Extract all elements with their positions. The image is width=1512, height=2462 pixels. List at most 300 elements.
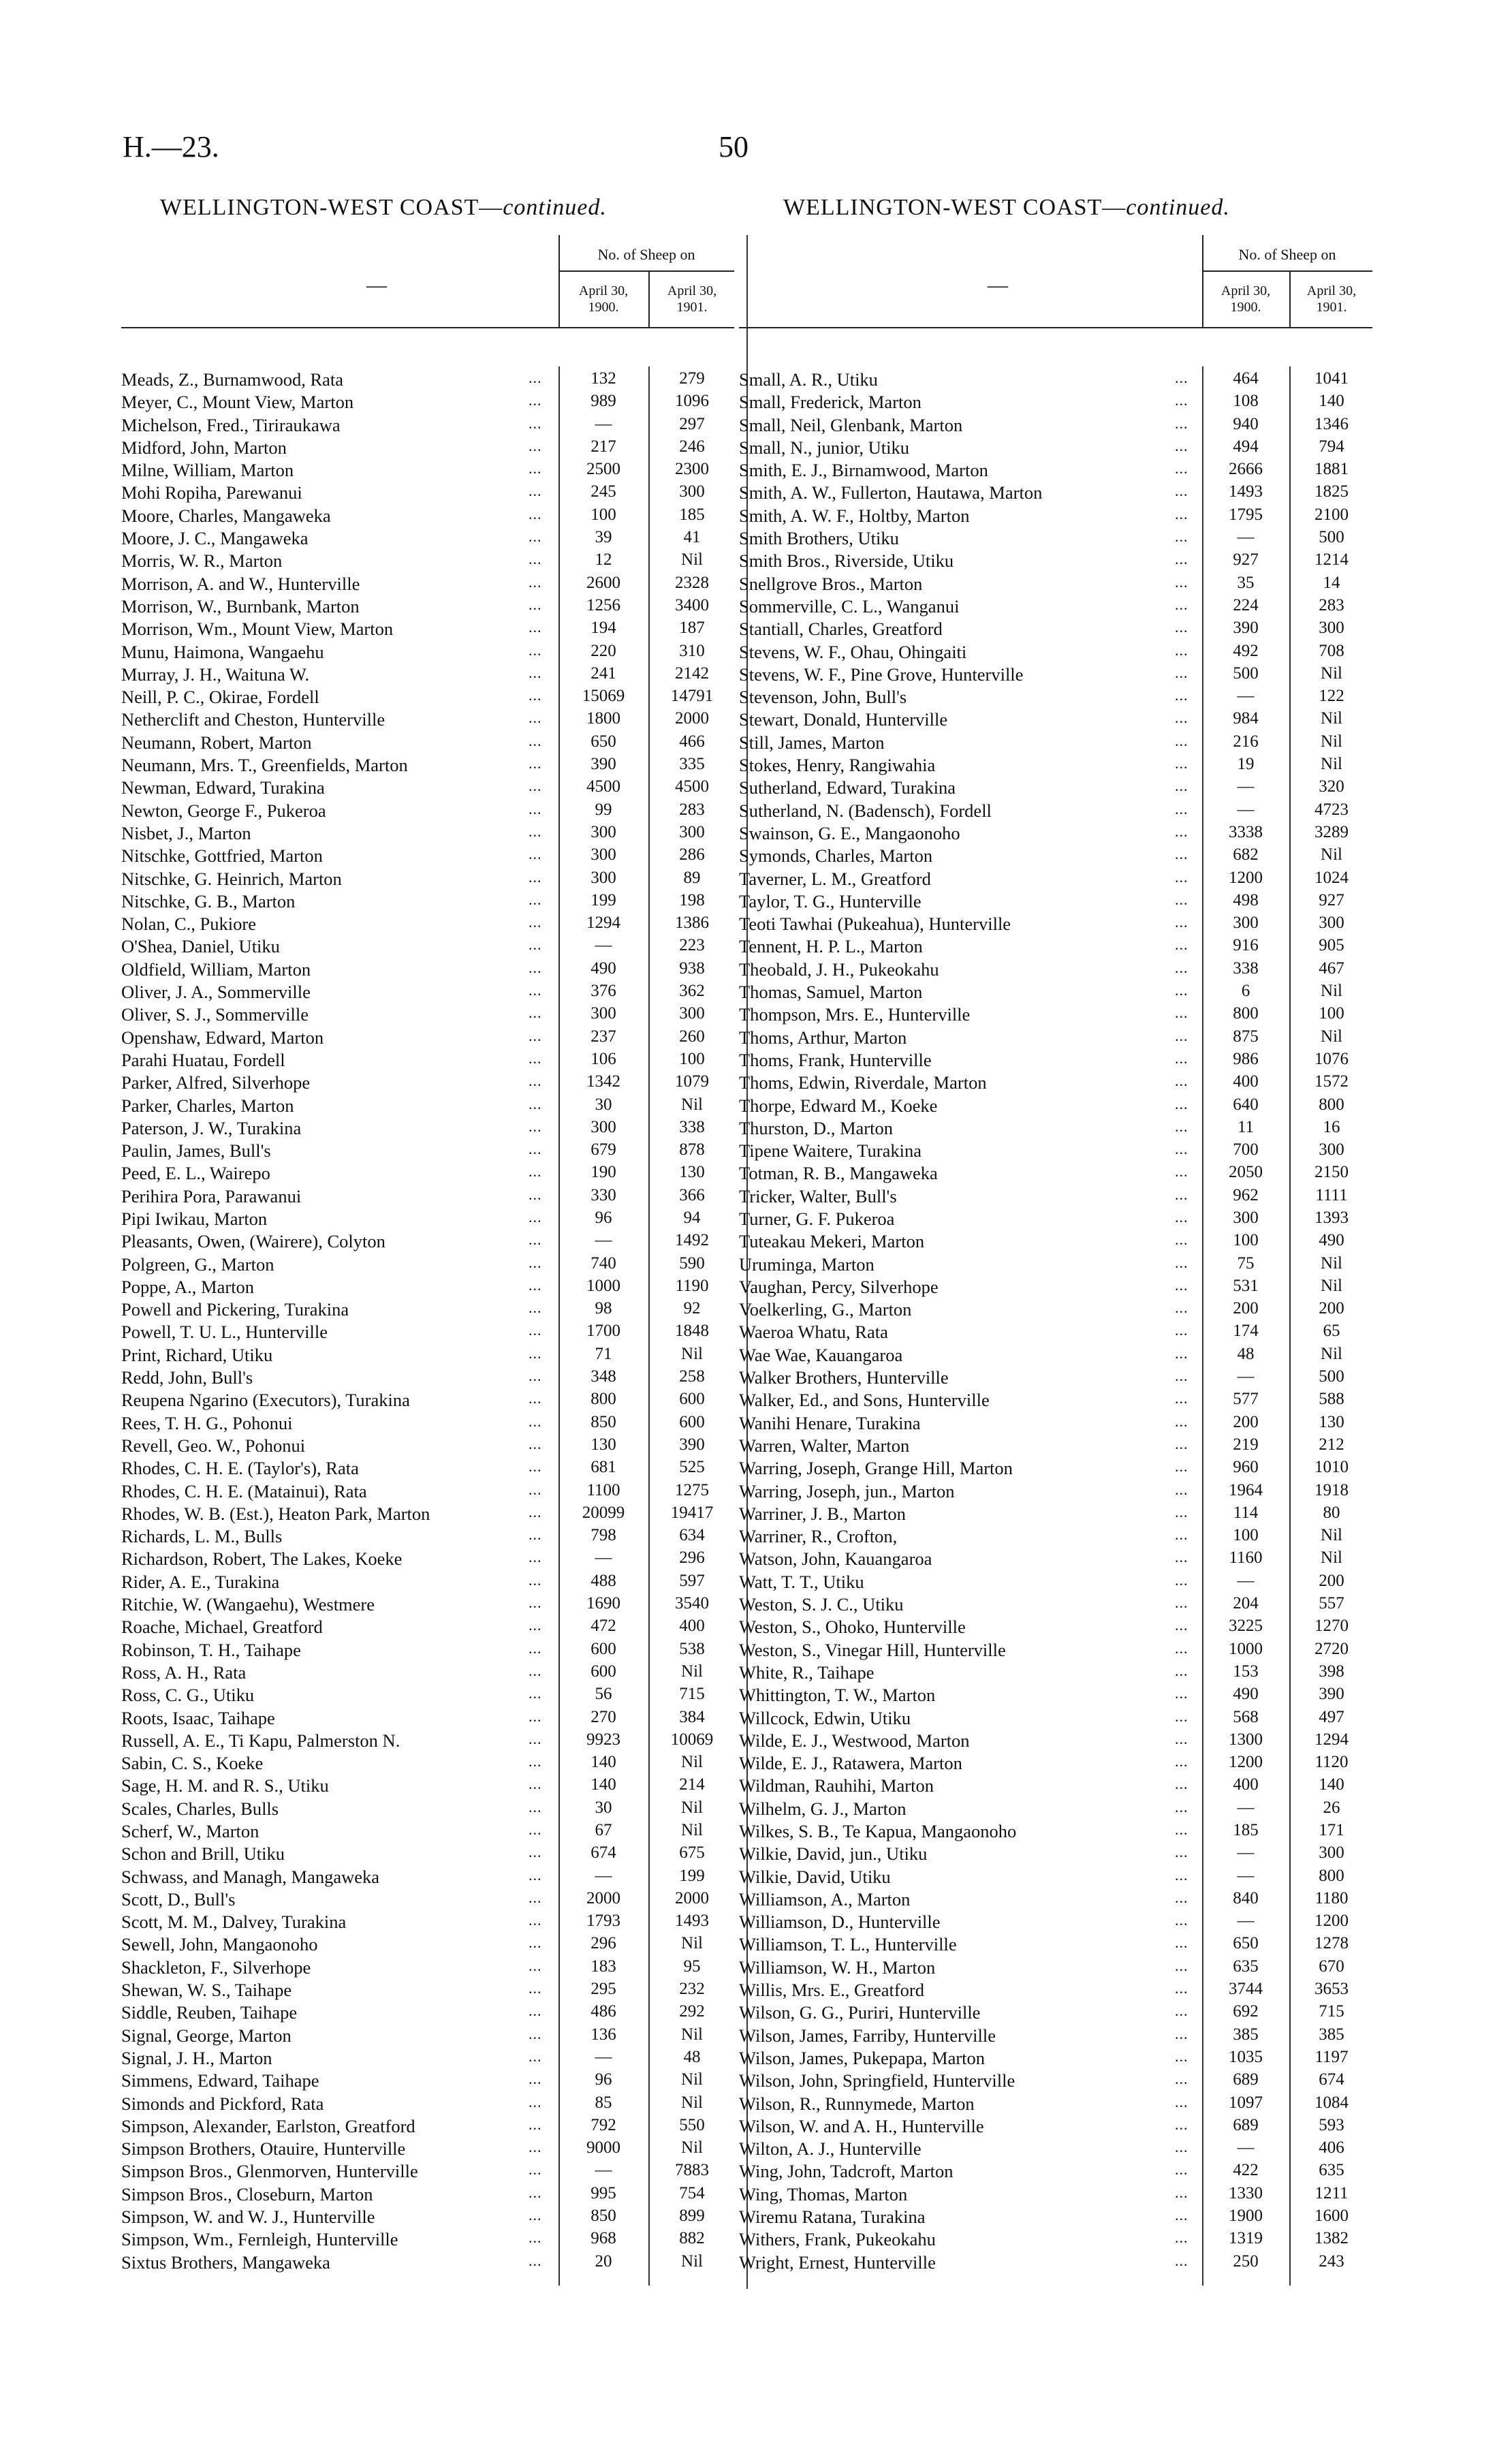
sheep-1901: 283 (1319, 595, 1344, 614)
owner-name: Rhodes, C. H. E. (Matainui), Rata (121, 1480, 367, 1501)
sheep-1900: 300 (1233, 914, 1259, 933)
sheep-1900: 204 (1233, 1594, 1259, 1613)
owner-name: Sommerville, C. L., Wanganui (739, 595, 960, 617)
table-row (739, 549, 1372, 572)
sheep-1901: 2328 (675, 573, 709, 592)
owner-name: Thomas, Samuel, Marton (739, 982, 923, 1003)
leader-dots: ... (529, 1185, 542, 1203)
sheep-1900: 927 (1233, 550, 1259, 570)
owner-name: Wing, John, Tadcroft, Marton (739, 2161, 954, 2182)
table-row (121, 2092, 734, 2115)
leader-dots: ... (1175, 1685, 1188, 1702)
table-row (739, 1412, 1372, 1434)
leader-dots: ... (1175, 1934, 1188, 1952)
owner-name: Turner, G. F. Pukeroa (739, 1208, 895, 1229)
sheep-1900: 300 (590, 822, 616, 841)
sheep-1901: 3653 (1314, 1980, 1349, 1999)
table-row (739, 2137, 1372, 2160)
owner-name: Mohi Ropiha, Parewanui (121, 482, 302, 503)
leader-dots: ... (1175, 2070, 1188, 2088)
table-row (739, 1275, 1372, 1298)
sheep-1900: 1097 (1229, 2093, 1263, 2112)
owner-name: Ritchie, W. (Wangaehu), Westmere (121, 1594, 375, 1615)
sheep-1900: 30 (595, 1798, 612, 1817)
leader-dots: ... (529, 1775, 542, 1793)
leader-dots: ... (529, 528, 542, 546)
leader-dots: ... (1175, 664, 1188, 681)
leader-dots: ... (529, 2115, 542, 2133)
leader-dots: ... (1175, 482, 1188, 500)
table-row (121, 776, 734, 798)
owner-name: Wilhelm, G. J., Marton (739, 1798, 907, 1819)
owner-name: Sixtus Brothers, Mangaweka (121, 2251, 330, 2273)
leader-dots: ... (529, 1117, 542, 1135)
sheep-1901: 198 (679, 890, 705, 909)
table-row (121, 1320, 734, 1343)
sheep-1900: 1300 (1229, 1730, 1263, 1749)
table-row (739, 1343, 1372, 1366)
sheep-1901: 593 (1319, 2115, 1344, 2134)
owner-name: Perihira Pora, Parawanui (121, 1185, 302, 1206)
sheep-1901: 3540 (675, 1594, 709, 1613)
owner-name: Murray, J. H., Waituna W. (121, 664, 310, 685)
table-row (121, 1388, 734, 1411)
leader-dots: ... (1175, 1253, 1188, 1271)
sheep-1900: 1700 (586, 1322, 620, 1341)
sheep-1901: Nil (1321, 1276, 1342, 1295)
sheep-1900: 300 (590, 845, 616, 864)
leader-dots: ... (1175, 550, 1188, 568)
sheep-1900: 100 (1233, 1526, 1259, 1545)
owner-name: Smith, A. W., Fullerton, Hautawa, Marton (739, 482, 1043, 503)
owner-name: Wilde, E. J., Westwood, Marton (739, 1730, 970, 1751)
leader-dots: ... (529, 1548, 542, 1566)
leader-dots: ... (529, 641, 542, 659)
leader-dots: ... (1175, 1390, 1188, 1407)
leader-dots: ... (529, 1503, 542, 1521)
table-row (739, 1525, 1372, 1547)
table-row (121, 1003, 734, 1025)
owner-name: Reupena Ngarino (Executors), Turakina (121, 1390, 410, 1411)
leader-dots: ... (529, 890, 542, 908)
leader-dots: ... (529, 1571, 542, 1589)
sheep-1901: 80 (1323, 1503, 1340, 1522)
sheep-1900: 237 (590, 1027, 616, 1046)
sheep-1900: — (595, 936, 612, 955)
sheep-1900: 488 (590, 1571, 616, 1590)
sheep-1900: 1319 (1229, 2229, 1263, 2248)
table-row (121, 2046, 734, 2069)
sheep-1901: Nil (681, 2025, 703, 2044)
sheep-1900: 185 (1233, 1821, 1259, 1839)
leader-dots: ... (1175, 1888, 1188, 1906)
owner-name: Taverner, L. M., Greatford (739, 868, 931, 889)
table-row (121, 753, 734, 776)
table-row (739, 1910, 1372, 1933)
table-row (121, 1253, 734, 1275)
owner-name: Paterson, J. W., Turakina (121, 1117, 302, 1138)
sheep-1901: 2000 (675, 709, 709, 728)
table-row (739, 1320, 1372, 1343)
sheep-1901: 1120 (1314, 1753, 1349, 1772)
table-row (121, 1683, 734, 1706)
owner-name: Simpson, Wm., Fernleigh, Hunterville (121, 2229, 398, 2250)
table-row (739, 1797, 1372, 1820)
sheep-1900: 692 (1233, 2002, 1259, 2021)
table-row (739, 436, 1372, 458)
owner-name: Wildman, Rauhihi, Marton (739, 1775, 934, 1796)
owner-name: Warring, Joseph, jun., Marton (739, 1480, 955, 1501)
table-row (121, 1026, 734, 1048)
sheep-1900: 174 (1233, 1322, 1259, 1341)
owner-name: Stevens, W. F., Ohau, Ohingaiti (739, 641, 967, 662)
leader-dots: ... (529, 414, 542, 432)
sheep-1901: 279 (679, 369, 705, 388)
sheep-1901: 634 (679, 1526, 705, 1545)
table-row (121, 2069, 734, 2091)
sheep-1901: 590 (679, 1253, 705, 1273)
left-rows (121, 368, 734, 2273)
leader-dots: ... (529, 369, 542, 386)
sheep-1900: — (595, 2161, 612, 2180)
sheep-1901: 296 (679, 1548, 705, 1568)
sheep-1901: 1096 (675, 392, 709, 411)
leader-dots: ... (1175, 1775, 1188, 1793)
sheep-1901: 185 (679, 505, 705, 524)
sheep-1900: 1100 (586, 1480, 620, 1499)
owner-name: Tennent, H. P. L., Marton (739, 936, 923, 957)
table-row (739, 390, 1372, 413)
table-row (121, 2115, 734, 2137)
sheep-1900: 792 (590, 2115, 616, 2134)
sheep-1900: 12 (595, 550, 612, 570)
sheep-1900: 9000 (586, 2138, 620, 2157)
table-row (121, 958, 734, 980)
leader-dots: ... (529, 1367, 542, 1385)
sheep-1901: 1111 (1315, 1185, 1348, 1204)
table-row (121, 527, 734, 549)
sheep-1901: Nil (681, 550, 703, 570)
leader-dots: ... (1175, 2002, 1188, 2020)
table-row (739, 753, 1372, 776)
owner-name: Print, Richard, Utiku (121, 1344, 273, 1365)
sheep-1901: 467 (1319, 959, 1344, 978)
leader-dots: ... (1175, 800, 1188, 817)
owner-name: Simmens, Edward, Taihape (121, 2070, 319, 2091)
sheep-1901: 362 (679, 982, 705, 1001)
sheep-1901: 1294 (1314, 1730, 1349, 1749)
owner-name: Small, A. R., Utiku (739, 369, 878, 390)
table-row (739, 1162, 1372, 1184)
table-row (121, 2205, 734, 2228)
leader-dots: ... (1175, 1957, 1188, 1974)
table-row (121, 1502, 734, 1525)
table-row (739, 368, 1372, 390)
owner-name: Shewan, W. S., Taihape (121, 1980, 292, 2001)
sheep-1900: — (1237, 528, 1255, 547)
leader-dots: ... (529, 1049, 542, 1067)
sheep-1900: 136 (590, 2025, 616, 2044)
owner-name: Voelkerling, G., Marton (739, 1299, 912, 1320)
leader-dots: ... (1175, 1821, 1188, 1838)
leader-dots: ... (1175, 392, 1188, 409)
table-row (739, 572, 1372, 595)
leader-dots: ... (1175, 709, 1188, 727)
leader-dots: ... (529, 845, 542, 863)
leader-dots: ... (529, 1027, 542, 1044)
leader-dots: ... (529, 1526, 542, 1544)
leader-dots: ... (1175, 1344, 1188, 1362)
table-row (739, 1388, 1372, 1411)
leader-dots: ... (529, 959, 542, 976)
owner-name: White, R., Taihape (739, 1662, 875, 1683)
table-row (739, 2205, 1372, 2228)
table-row (739, 1570, 1372, 1593)
sheep-1901: Nil (1321, 755, 1342, 774)
page-number: 50 (719, 130, 749, 163)
table-row (739, 1933, 1372, 1955)
leader-dots: ... (1175, 822, 1188, 840)
leader-dots: ... (529, 1888, 542, 1906)
sheep-1901: 635 (1319, 2161, 1344, 2180)
sheep-1900: — (595, 1866, 612, 1885)
sheep-1900: 1000 (586, 1276, 620, 1295)
owner-name: Powell, T. U. L., Hunterville (121, 1322, 328, 1343)
owner-name: Schon and Brill, Utiku (121, 1843, 285, 1865)
table-row (739, 1978, 1372, 2001)
sheep-1900: 114 (1233, 1503, 1259, 1522)
table-row (121, 1978, 734, 2001)
leader-dots: ... (529, 1707, 542, 1725)
table-row (121, 1751, 734, 1774)
table-row (739, 912, 1372, 935)
owner-name: Snellgrove Bros., Marton (739, 573, 923, 594)
table-row (121, 1910, 734, 1933)
sheep-1901: Nil (681, 1753, 703, 1772)
leader-dots: ... (1175, 528, 1188, 546)
sheep-1901: 550 (679, 2115, 705, 2134)
leader-dots: ... (529, 709, 542, 727)
table-row (121, 1298, 734, 1320)
sheep-1900: 200 (1233, 1412, 1259, 1431)
sheep-1901: 92 (683, 1299, 701, 1318)
leader-dots: ... (529, 573, 542, 591)
leader-dots: ... (1175, 1412, 1188, 1430)
owner-name: Warriner, R., Crofton, (739, 1526, 898, 1547)
owner-name: Watt, T. T., Utiku (739, 1571, 864, 1592)
table-row (739, 1729, 1372, 1751)
table-row (121, 1570, 734, 1593)
left-column-title: WELLINGTON-WEST COAST—continued. (160, 195, 607, 220)
table-row (121, 2001, 734, 2023)
table-row (739, 685, 1372, 708)
leader-dots: ... (1175, 1276, 1188, 1294)
leader-dots: ... (529, 1390, 542, 1407)
owner-name: Smith, A. W. F., Holtby, Marton (739, 505, 970, 526)
leader-dots: ... (1175, 982, 1188, 999)
leader-dots: ... (1175, 2025, 1188, 2042)
table-row (739, 1230, 1372, 1252)
leader-dots: ... (529, 755, 542, 773)
leader-dots: ... (1175, 732, 1188, 749)
owner-name: Williamson, A., Marton (739, 1888, 911, 1910)
sheep-1901: 1918 (1314, 1480, 1349, 1499)
sheep-1901: 385 (1319, 2025, 1344, 2044)
sheep-1901: 708 (1319, 641, 1344, 660)
table-row (739, 2092, 1372, 2115)
sheep-1900: — (1237, 1798, 1255, 1817)
table-row (121, 2183, 734, 2205)
sheep-1900: 11 (1237, 1117, 1255, 1136)
sheep-1900: 9923 (586, 1730, 620, 1749)
sheep-1901: Nil (681, 2070, 703, 2089)
leader-dots: ... (1175, 2207, 1188, 2224)
sheep-1901: 260 (679, 1027, 705, 1046)
owner-name: Still, James, Marton (739, 732, 885, 753)
sheep-1900: 492 (1233, 641, 1259, 660)
sheep-1900: 20 (595, 2251, 612, 2271)
sheep-1901: 1825 (1314, 482, 1349, 501)
leader-dots: ... (529, 1095, 542, 1112)
leader-dots: ... (1175, 1072, 1188, 1090)
sheep-1900: 106 (590, 1049, 616, 1068)
leader-dots: ... (529, 595, 542, 613)
leader-dots: ... (529, 1685, 542, 1702)
right-header-1900: April 30, 1900. (1220, 283, 1271, 315)
leader-dots: ... (1175, 2115, 1188, 2133)
owner-name: Willis, Mrs. E., Greatford (739, 1980, 924, 2001)
sheep-1901: 1010 (1314, 1458, 1349, 1477)
owner-name: Simpson, Alexander, Earlston, Greatford (121, 2115, 415, 2136)
leader-dots: ... (1175, 959, 1188, 976)
leader-dots: ... (529, 619, 542, 636)
sheep-1901: 878 (679, 1140, 705, 1159)
table-row (121, 1525, 734, 1547)
leader-dots: ... (529, 732, 542, 749)
sheep-1901: Nil (1321, 664, 1342, 683)
sheep-1901: 674 (1319, 2070, 1344, 2089)
table-row (121, 414, 734, 436)
sheep-1901: 3400 (675, 595, 709, 614)
sheep-1900: 3744 (1229, 1980, 1263, 1999)
leader-dots: ... (1175, 1707, 1188, 1725)
sheep-1900: 600 (590, 1639, 616, 1658)
owner-name: Sutherland, N. (Badensch), Fordell (739, 800, 992, 821)
sheep-1900: 490 (1233, 1685, 1259, 1704)
table-row (121, 2228, 734, 2250)
sheep-1901: 300 (1319, 1843, 1344, 1863)
table-row (121, 1638, 734, 1661)
leader-dots: ... (529, 1730, 542, 1747)
sheep-1901: 882 (679, 2229, 705, 2248)
sheep-1900: 295 (590, 1980, 616, 1999)
owner-name: Russell, A. E., Ti Kapu, Palmerston N. (121, 1730, 400, 1751)
table-row (121, 1366, 734, 1388)
leader-dots: ... (1175, 2229, 1188, 2247)
sheep-1900: 56 (595, 1685, 612, 1704)
table-row (739, 1593, 1372, 1615)
table-row (121, 1797, 734, 1820)
owner-name: Small, N., junior, Utiku (739, 437, 909, 458)
right-table (739, 235, 1372, 2273)
owner-name: Small, Frederick, Marton (739, 392, 922, 413)
table-row (121, 1480, 734, 1502)
owner-name: Munu, Haimona, Wangaehu (121, 641, 324, 662)
sheep-1901: 538 (679, 1639, 705, 1658)
leader-dots: ... (529, 868, 542, 886)
table-row (121, 1230, 734, 1252)
owner-name: Wilde, E. J., Ratawera, Marton (739, 1753, 962, 1774)
sheep-1901: 1393 (1314, 1208, 1349, 1227)
sheep-1900: — (595, 1548, 612, 1568)
owner-name: Powell and Pickering, Turakina (121, 1299, 349, 1320)
leader-dots: ... (1175, 1163, 1188, 1181)
table-row (121, 2251, 734, 2273)
sheep-1900: 194 (590, 619, 616, 638)
column-rule (1289, 367, 1291, 2286)
leader-dots: ... (529, 664, 542, 681)
sheep-1900: 962 (1233, 1185, 1259, 1204)
sheep-1900: 700 (1233, 1140, 1259, 1159)
leader-dots: ... (1175, 890, 1188, 908)
owner-name: Thurston, D., Marton (739, 1117, 893, 1138)
sheep-1900: 71 (595, 1344, 612, 1363)
sheep-1900: 740 (590, 1253, 616, 1273)
owner-name: Wilkie, David, Utiku (739, 1866, 891, 1887)
left-header-1901: April 30, 1901. (667, 283, 717, 315)
leader-dots: ... (529, 482, 542, 500)
sheep-1900: 1964 (1229, 1480, 1263, 1499)
sheep-1901: 89 (683, 868, 701, 887)
table-row (739, 1026, 1372, 1048)
table-row (121, 1094, 734, 1117)
sheep-1900: 19 (1237, 755, 1255, 774)
sheep-1900: 1200 (1229, 1753, 1263, 1772)
owner-name: Thoms, Edwin, Riverdale, Marton (739, 1072, 987, 1093)
table-row (121, 1117, 734, 1139)
sheep-1901: 4500 (675, 777, 709, 796)
table-row (121, 1048, 734, 1071)
sheep-1900: 674 (590, 1843, 616, 1863)
sheep-1901: 366 (679, 1185, 705, 1204)
owner-name: Stewart, Donald, Hunterville (739, 709, 948, 730)
table-row (121, 1139, 734, 1162)
leader-dots: ... (1175, 414, 1188, 432)
sheep-1901: 122 (1319, 687, 1344, 706)
table-row (121, 1933, 734, 1955)
sheep-1901: 7883 (675, 2161, 709, 2180)
leader-dots: ... (1175, 1185, 1188, 1203)
leader-dots: ... (1175, 1208, 1188, 1226)
sheep-1900: 472 (590, 1617, 616, 1636)
leader-dots: ... (1175, 2251, 1188, 2269)
table-row (121, 1842, 734, 1865)
owner-name: Warriner, J. B., Marton (739, 1503, 906, 1524)
table-row (739, 2251, 1372, 2273)
table-row (121, 1343, 734, 1366)
sheep-1901: Nil (681, 1798, 703, 1817)
sheep-1900: 1294 (586, 914, 620, 933)
owner-name: Walker Brothers, Hunterville (739, 1367, 949, 1388)
leader-dots: ... (1175, 2183, 1188, 2201)
leader-dots: ... (529, 392, 542, 409)
sheep-1901: 1211 (1314, 2183, 1349, 2202)
table-row (121, 2160, 734, 2182)
leader-dots: ... (529, 2025, 542, 2042)
sheep-1901: 597 (679, 1571, 705, 1590)
sheep-1900: 682 (1233, 845, 1259, 864)
sheep-1900: 140 (590, 1775, 616, 1794)
